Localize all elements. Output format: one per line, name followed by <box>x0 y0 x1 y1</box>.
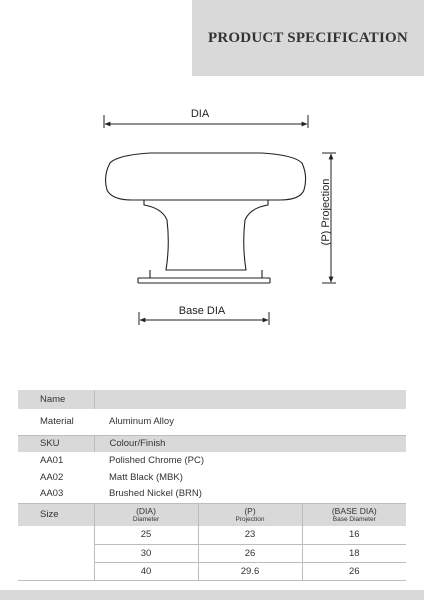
projection-label: (P) Projection <box>320 178 332 246</box>
sku-finish: Brushed Nickel (BRN) <box>94 485 406 503</box>
knob-technical-drawing <box>0 90 424 330</box>
material-value: Aluminum Alloy <box>94 409 406 435</box>
name-row <box>18 390 406 409</box>
sku-finish: Polished Chrome (PC) <box>94 452 406 469</box>
sku-code: AA02 <box>18 469 94 485</box>
sku-code: AA01 <box>18 452 94 469</box>
spec-table <box>18 390 406 581</box>
page-title: PRODUCT SPECIFICATION <box>208 30 408 46</box>
header-left-panel <box>0 0 192 76</box>
size-cell: 26 <box>198 544 302 562</box>
dia-label: DIA <box>190 108 210 120</box>
size-col-code: (BASE DIA) <box>331 505 377 516</box>
size-col-code: (DIA) <box>136 505 156 516</box>
size-label: Size <box>18 503 94 526</box>
knob-outline <box>106 153 306 283</box>
colour-finish-label: Colour/Finish <box>94 435 406 452</box>
size-cell: 23 <box>198 526 302 544</box>
base-dia-label: Base DIA <box>178 305 226 317</box>
size-row <box>18 544 406 562</box>
sku-finish: Matt Black (MBK) <box>94 469 406 485</box>
size-col-desc: Projection <box>235 515 265 523</box>
size-col-diameter <box>94 503 198 526</box>
size-cell: 18 <box>302 544 406 562</box>
name-label: Name <box>18 390 94 409</box>
size-cell: 30 <box>94 544 198 562</box>
sku-row <box>18 469 406 485</box>
size-cell: 40 <box>94 562 198 580</box>
size-cell: 26 <box>302 562 406 580</box>
sku-code: AA03 <box>18 485 94 503</box>
size-col-desc: Base Diameter <box>332 515 376 523</box>
size-cell: 25 <box>94 526 198 544</box>
sku-row <box>18 452 406 469</box>
size-cell: 29.6 <box>198 562 302 580</box>
material-label: Material <box>18 409 94 435</box>
size-cell: 16 <box>302 526 406 544</box>
sku-header-row <box>18 435 406 452</box>
size-row <box>18 562 406 580</box>
sku-row <box>18 485 406 503</box>
footer-bar <box>0 590 424 600</box>
material-row <box>18 409 406 435</box>
size-col-projection <box>198 503 302 526</box>
sku-label: SKU <box>18 435 94 452</box>
size-col-desc: Diameter <box>132 515 160 523</box>
size-header-row <box>18 503 406 526</box>
name-value <box>94 390 406 409</box>
size-row <box>18 526 406 544</box>
size-col-base-diameter <box>302 503 406 526</box>
size-col-code: (P) <box>244 505 256 516</box>
